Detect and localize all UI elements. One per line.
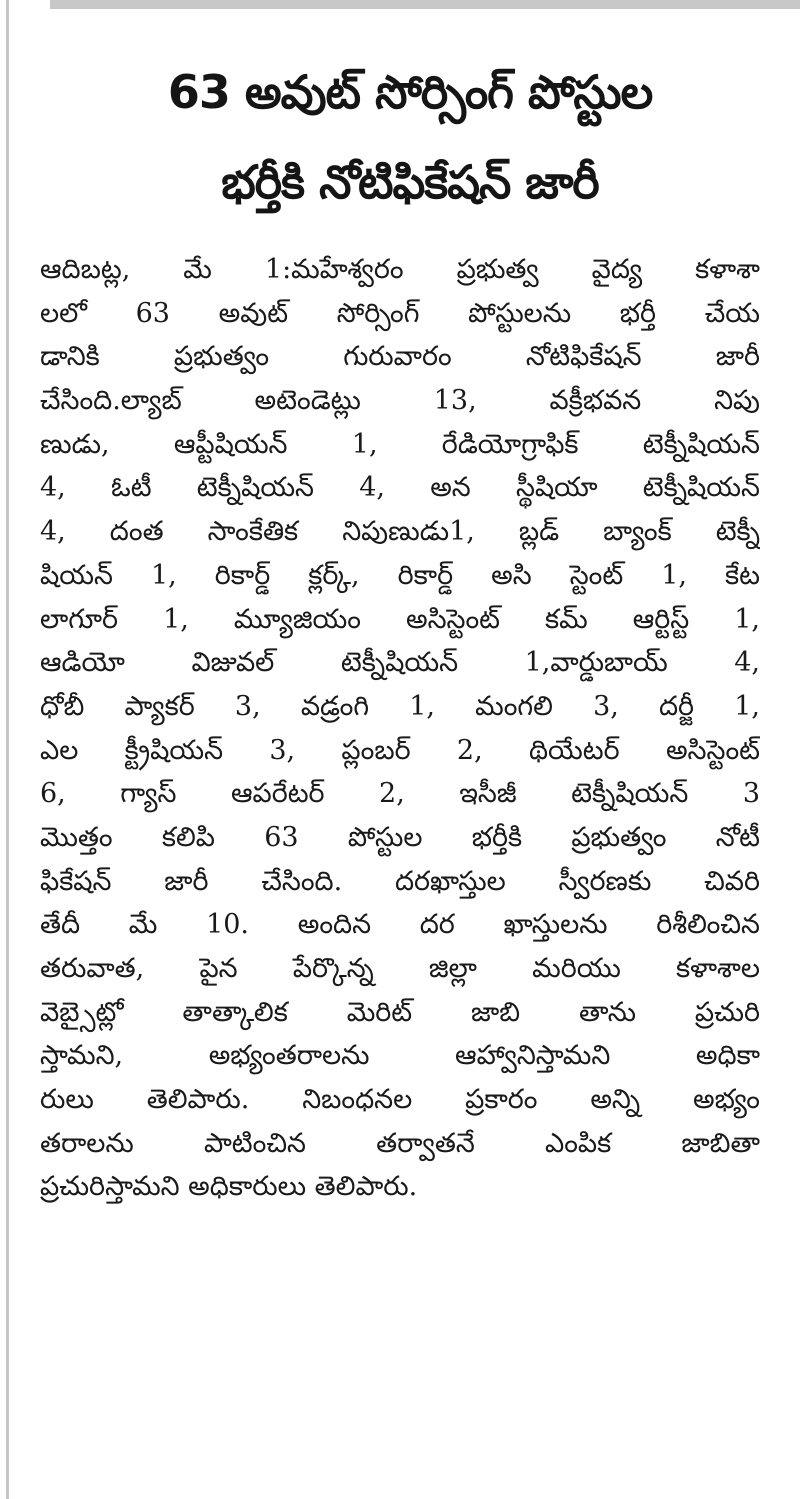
article-line: ఎల క్ట్రీషియన్ 3, ప్లంబర్ 2, థియేటర్ అసిస్టెంట్: [40, 734, 760, 766]
headline-line-2: భర్తీకి నోటిఫికేషన్ జారీ: [221, 155, 599, 209]
article-line: ఆదిబట్ల, మే 1:మహేశ్వరం ప్రభుత్వ వైద్య కళాశా: [40, 254, 760, 285]
article-line: రులు తెలిపారు. నిబంధనల ప్రకారం అన్ని అభ్యం: [40, 1084, 760, 1116]
article-line: తరువాత, పైన పేర్కొన్న జిల్లా మరియు కళాశాల: [40, 953, 760, 984]
article-line: 4, ఓటీ టెక్నీషియన్ 4, అన స్థీషియా టెక్నీషియన్: [40, 472, 760, 504]
article-line: వెబ్సైట్లో తాత్కాలిక మెరిట్ జాబి తాను ప్రచురి: [40, 996, 760, 1028]
article-line: స్తామని, అభ్యంతరాలను ఆహ్వానిస్తామని అధికా: [40, 1040, 760, 1072]
article-line: ఆడియో విజువల్ టెక్నీషియన్ 1,వార్డుబాయ్ 4,: [40, 647, 760, 679]
article-line: ప్రచురిస్తామని అధికారులు తెలిపారు.: [40, 1171, 418, 1203]
article-line: మొత్తం కలిపి 63 పోస్టుల భర్తీకి ప్రభుత్వం నోటీ: [40, 821, 760, 853]
article-line: 4, దంత సాంకేతిక నిపుణుడు1, బ్లడ్ బ్యాంక్ టెక్నీ: [40, 516, 760, 548]
article-line: 6, గ్యాస్ ఆపరేటర్ 2, ఇసీజీ టెక్నీషియన్ 3: [40, 778, 760, 810]
article-line: ణుడు, ఆప్టీషియన్ 1, రేడియోగ్రాఫిక్ టెక్నీషియన్: [40, 428, 760, 460]
column-divider-top: [50, 0, 800, 9]
article-line: తరాలను పాటించిన తర్వాతనే ఎంపిక జాబితా: [40, 1127, 760, 1159]
article-line: చేసింది.ల్యాబ్ అటెండెట్లు 13, వక్రీభవన నిపు: [40, 385, 760, 417]
article-line: ధోబీ ప్యాకర్ 3, వడ్రంగి 1, మంగలి 3, దర్జీ 1,: [40, 690, 760, 722]
column-divider-left: [6, 0, 9, 1499]
article-line: లలో 63 అవుట్ సోర్సింగ్ పోస్టులను భర్తీ చేయ: [40, 297, 760, 329]
article-body: [40, 248, 760, 1209]
article-line: ఫికేషన్ జారీ చేసింది. దరఖాస్తుల స్వీరణకు చివరి: [40, 865, 760, 897]
article-line: డానికి ప్రభుత్వం గురువారం నోటిఫికేషన్ జారీ: [40, 341, 760, 373]
headline-line-1: 63 అవుట్ సోర్సింగ్ పోస్టుల: [167, 65, 653, 119]
article-line: తేదీ మే 10. అందిన దర ఖాస్తులను రిశీలించిన: [40, 909, 760, 941]
article-line: షియన్ 1, రికార్డ్ క్లర్క్, రికార్డ్ అసి స్టెంట్ 1, కేట: [40, 559, 760, 591]
article-line: లాగూర్ 1, మ్యూజియం అసిస్టెంట్ కమ్ ఆర్టిస్ట్ 1,: [40, 603, 760, 635]
